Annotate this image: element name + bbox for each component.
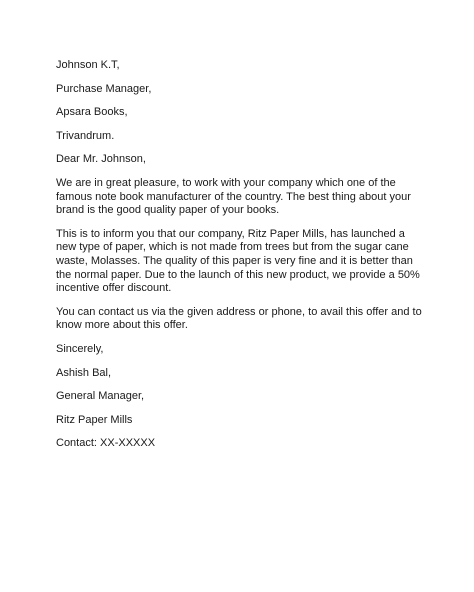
- paragraph-line: the normal paper. Due to the launch of this new product, we provide a 50%: [56, 268, 420, 281]
- recipient-title: Purchase Manager,: [56, 82, 152, 95]
- paragraph-line: You can contact us via the given address or phone, to avail this offer and to: [56, 305, 422, 318]
- paragraph-3: [56, 306, 426, 333]
- sender-name: Ashish Bal,: [56, 366, 112, 379]
- sender-title: General Manager,: [56, 390, 145, 403]
- salutation: Dear Mr. Johnson,: [56, 153, 146, 166]
- sender-contact: Contact: XX-XXXXX: [56, 437, 156, 450]
- paragraph-line: brand is the good quality paper of your books.: [56, 204, 280, 217]
- recipient-name: Johnson K.T,: [56, 59, 120, 71]
- paragraph-2: [56, 228, 426, 296]
- paragraph-1: [56, 177, 426, 218]
- paragraph-line: incentive offer discount.: [56, 282, 172, 295]
- letter-body: [56, 59, 426, 461]
- sender-company: Ritz Paper Mills: [56, 413, 133, 426]
- closing: Sincerely,: [56, 342, 104, 355]
- paragraph-line: famous note book manufacturer of the country. The best thing about your: [56, 190, 411, 203]
- paragraph-line: We are in great pleasure, to work with your company which one of the: [56, 176, 396, 189]
- paragraph-line: This is to inform you that our company, Ritz Paper Mills, has launched a: [56, 227, 405, 240]
- paragraph-line: know more about this offer.: [56, 319, 188, 332]
- recipient-company: Apsara Books,: [56, 106, 128, 119]
- recipient-city: Trivandrum.: [56, 129, 115, 142]
- paragraph-line: waste, Molasses. The quality of this paper is very fine and it is better than: [56, 254, 413, 267]
- paragraph-line: new type of paper, which is not made from trees but from the sugar cane: [56, 241, 409, 254]
